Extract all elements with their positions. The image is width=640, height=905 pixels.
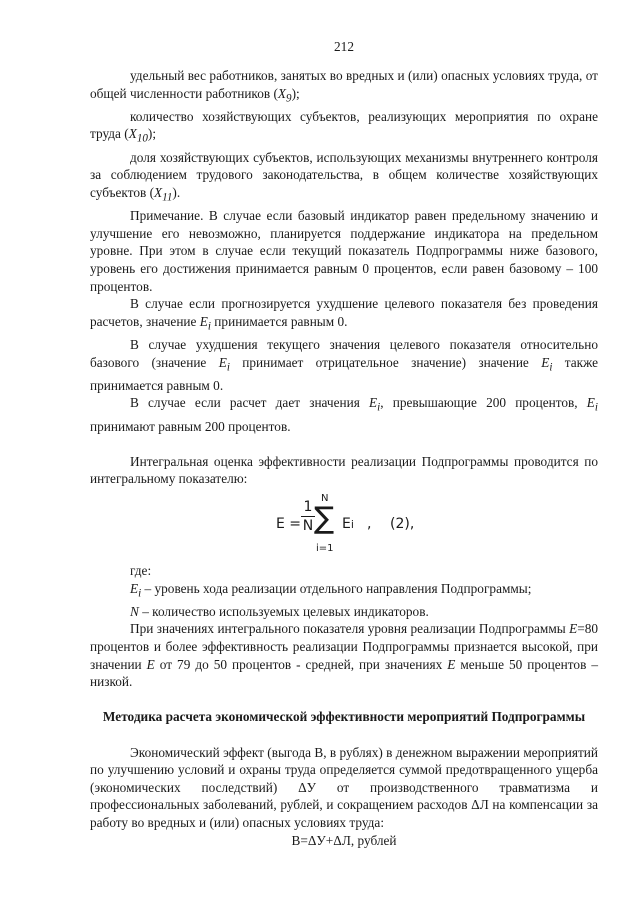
paragraph-economic-effect: Экономический эффект (выгода В, в рублях) в денежном выражении мероприятий по улучшению условий и охраны труда определяется суммой предотвращенного ущерба (экономических последствий) ΔУ от производственного травматизма и профессиональных заболеваний, рублей, и сокращением расходов ΔЛ на компенсации за работу во вредных и (или) опасных условиях труда:: [90, 744, 598, 830]
formula-lhs: E =: [276, 516, 302, 532]
formula-benefit: В=ΔУ+ΔЛ, рублей: [291, 832, 397, 848]
section-heading: Методика расчета экономической эффективности мероприятий Подпрограммы: [102, 709, 586, 725]
spacer: [90, 435, 598, 453]
paragraph-x11: доля хозяйствующих субъектов, использующих механизмы внутреннего контроля за соблюдением трудового законодательства, в общем количестве хозяйствующих субъектов $(X_{11})$.: [90, 149, 598, 204]
paragraph-note: Примечание. В случае если базовый индикатор равен предельному значению и улучшение его невозможно, планируется поддержание индикатора на предельном уровне. При этом в случае если текущий показатель Подпрограммы ниже базового, уровень его достижения принимается равным 0 процентов, если равен базовому – 100 процентов.: [90, 208, 598, 294]
spacer: [90, 726, 598, 744]
spacer: [90, 691, 598, 709]
formula-denominator: N: [302, 518, 314, 534]
formula-numerator: 1: [301, 498, 315, 517]
formula-sum-upper: N: [321, 493, 329, 504]
paragraph-forecast: В случае если прогнозируется ухудшение целевого показателя без проведения расчетов, значение $E_i$ принимается равным 0.: [90, 296, 598, 333]
document-body: [90, 67, 598, 849]
formula-number: (2),: [390, 516, 415, 532]
formula-fraction: [301, 498, 315, 535]
definition-n: N – количество используемых целевых индикаторов.: [130, 603, 429, 619]
formula-term: Ei: [342, 516, 354, 532]
formula-integral-index: [90, 488, 598, 562]
formula-sum-lower: i=1: [316, 543, 334, 554]
formula-comma: ,: [367, 516, 372, 532]
where-label: где:: [130, 563, 152, 578]
paragraph-200-percent: В случае если расчет дает значения $E_i$, превышающие 200 процентов, $E_i$ принимают равным 200 процентов.: [90, 395, 598, 434]
paragraph-integral: Интегральная оценка эффективности реализации Подпрограммы проводится по интегральному показателю:: [90, 453, 598, 487]
page-number: 212: [334, 39, 354, 54]
paragraph-x10: количество хозяйствующих субъектов, реализующих мероприятия по охране труда $(X_{10})$;: [90, 108, 598, 146]
paragraph-x9: удельный вес работников, занятых во вредных и (или) опасных условиях труда, от общей численности работников $(X_9)$;: [90, 68, 598, 105]
paragraph-worsening: В случае ухудшения текущего значения целевого показателя относительно базового (значение $E_i$ принимает отрицательное значение) значение $E_i$ также принимается равным 0.: [90, 336, 599, 393]
paragraph-thresholds: При значениях интегрального показателя уровня реализации Подпрограммы E=80 процентов и более эффективность реализации Подпрограммы признается высокой, при значении E от 79 до 50 процентов - средней, при значениях E меньше 50 процентов – низкой.: [90, 621, 598, 690]
definition-ei: $E_i$ – уровень хода реализации отдельного направления Подпрограммы;: [130, 580, 532, 600]
formula-sum-sign: ∑: [314, 501, 335, 536]
